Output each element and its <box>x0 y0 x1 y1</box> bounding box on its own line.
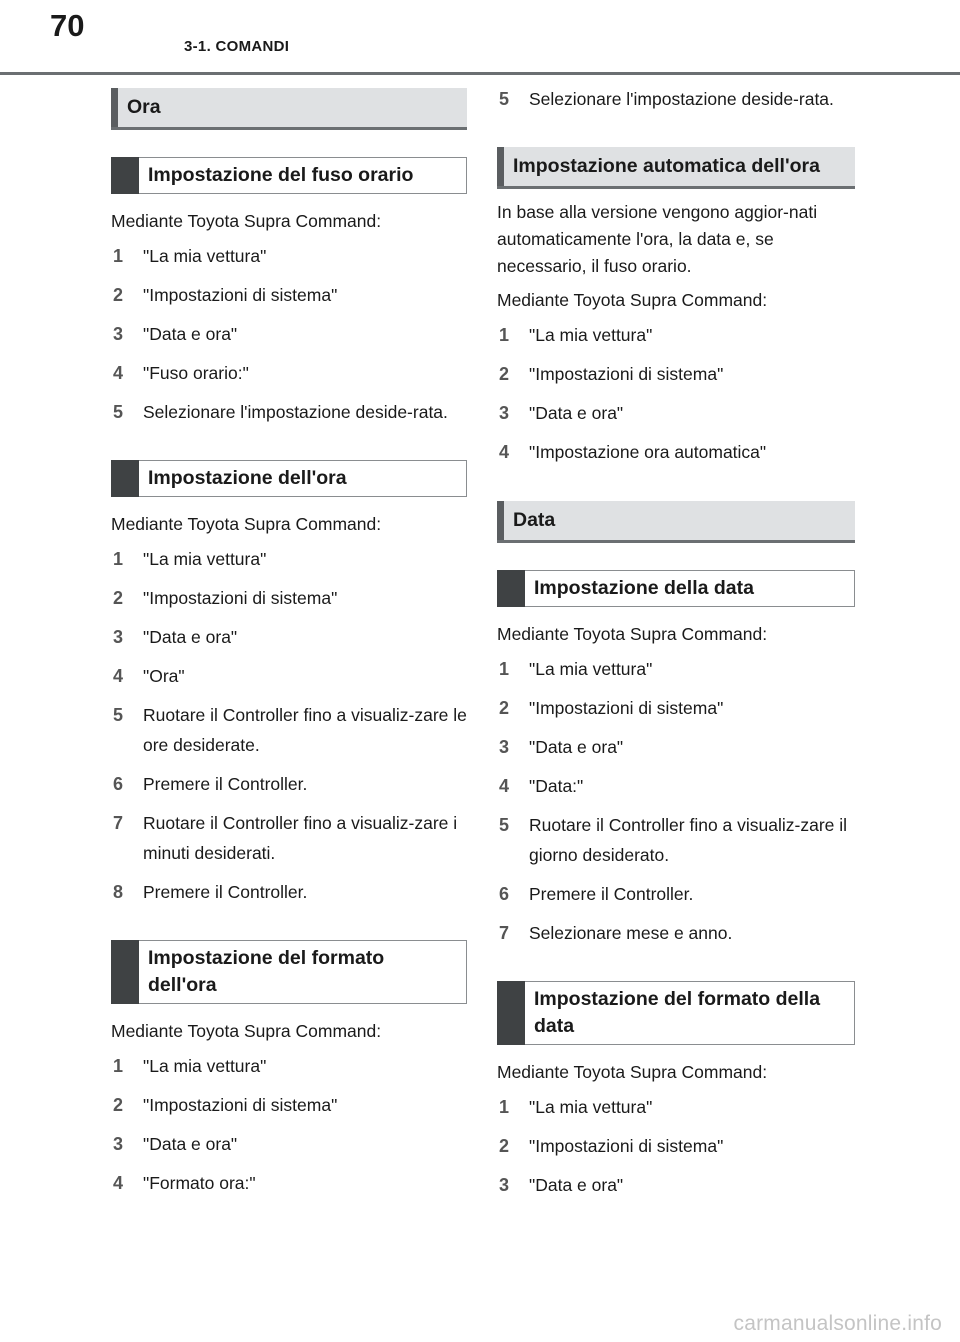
steps-ora <box>111 544 467 907</box>
list-item: 4 "Fuso orario:" <box>113 363 249 383</box>
list-item: 5 Selezionare l'impostazione deside-rata. <box>499 89 834 109</box>
intro-text: Mediante Toyota Supra Command: <box>497 624 768 644</box>
subsection-heading-formato-ora: Impostazione del formato dell'ora <box>111 940 467 1004</box>
list-item: 6 Premere il Controller. <box>499 884 694 904</box>
section-heading-ora: Ora <box>111 88 467 130</box>
intro-text: Mediante Toyota Supra Command: <box>497 1062 768 1082</box>
steps-fuso-orario <box>111 241 467 427</box>
steps-formato-data <box>497 1092 855 1200</box>
list-item: 8 Premere il Controller. <box>113 882 308 902</box>
list-item: 2 "Impostazioni di sistema" <box>113 588 338 608</box>
section-heading-data: Data <box>497 501 855 543</box>
subsection-heading-data: Impostazione della data <box>497 570 855 607</box>
steps-formato-ora <box>111 1051 467 1198</box>
subsection-heading-fuso-orario: Impostazione del fuso orario <box>111 157 467 194</box>
list-item: 4 "Formato ora:" <box>113 1173 256 1193</box>
chapter-title: 3-1. COMANDI <box>184 38 290 55</box>
list-item: 1 "La mia vettura" <box>499 659 653 679</box>
list-item: 4 "Ora" <box>113 666 185 686</box>
intro-text: Mediante Toyota Supra Command: <box>111 211 382 231</box>
subsection-heading-formato-data: Impostazione del formato della data <box>497 981 855 1045</box>
page-number: 70 <box>50 8 85 43</box>
list-item: 2 "Impostazioni di sistema" <box>499 698 724 718</box>
intro-text: Mediante Toyota Supra Command: <box>111 514 382 534</box>
list-item: 4 "Data:" <box>499 776 584 796</box>
list-item: 3 "Data e ora" <box>113 627 238 647</box>
subsection-heading-ora-automatica: Impostazione automatica dell'ora <box>497 147 855 189</box>
header-rule <box>0 72 960 75</box>
list-item: 3 "Data e ora" <box>113 324 238 344</box>
list-item: 4 "Impostazione ora automatica" <box>499 442 767 462</box>
list-item: 3 "Data e ora" <box>499 1175 624 1195</box>
list-item: 7 Ruotare il Controller fino a visualiz-zare i minuti desiderati. <box>113 813 458 863</box>
steps-continuation <box>497 84 855 114</box>
list-item: 2 "Impostazioni di sistema" <box>499 364 724 384</box>
list-item: 1 "La mia vettura" <box>113 549 267 569</box>
list-item: 2 "Impostazioni di sistema" <box>113 285 338 305</box>
list-item: 5 Ruotare il Controller fino a visualiz-zare il giorno desiderato. <box>499 815 848 865</box>
list-item: 3 "Data e ora" <box>499 403 624 423</box>
list-item: 7 Selezionare mese e anno. <box>499 923 733 943</box>
right-column <box>497 84 855 1200</box>
list-item: 1 "La mia vettura" <box>113 1056 267 1076</box>
list-item: 5 Selezionare l'impostazione deside-rata. <box>113 402 448 422</box>
list-item: 1 "La mia vettura" <box>499 325 653 345</box>
left-column <box>111 88 467 1198</box>
intro-text: Mediante Toyota Supra Command: <box>497 290 768 310</box>
list-item: 2 "Impostazioni di sistema" <box>113 1095 338 1115</box>
page-header <box>0 0 960 76</box>
watermark: carmanualsonline.info <box>733 1312 942 1335</box>
subsection-heading-ora: Impostazione dell'ora <box>111 460 467 497</box>
steps-data <box>497 654 855 948</box>
intro-text: Mediante Toyota Supra Command: <box>111 1021 382 1041</box>
list-item: 3 "Data e ora" <box>499 737 624 757</box>
description-text: In base alla versione vengono aggior-nati automaticamente l'ora, la data e, se necessario, il fuso orario. <box>497 202 818 276</box>
list-item: 1 "La mia vettura" <box>499 1097 653 1117</box>
list-item: 1 "La mia vettura" <box>113 246 267 266</box>
steps-ora-automatica <box>497 320 855 467</box>
list-item: 5 Ruotare il Controller fino a visualiz-zare le ore desiderate. <box>113 705 467 755</box>
list-item: 2 "Impostazioni di sistema" <box>499 1136 724 1156</box>
list-item: 6 Premere il Controller. <box>113 774 308 794</box>
list-item: 3 "Data e ora" <box>113 1134 238 1154</box>
